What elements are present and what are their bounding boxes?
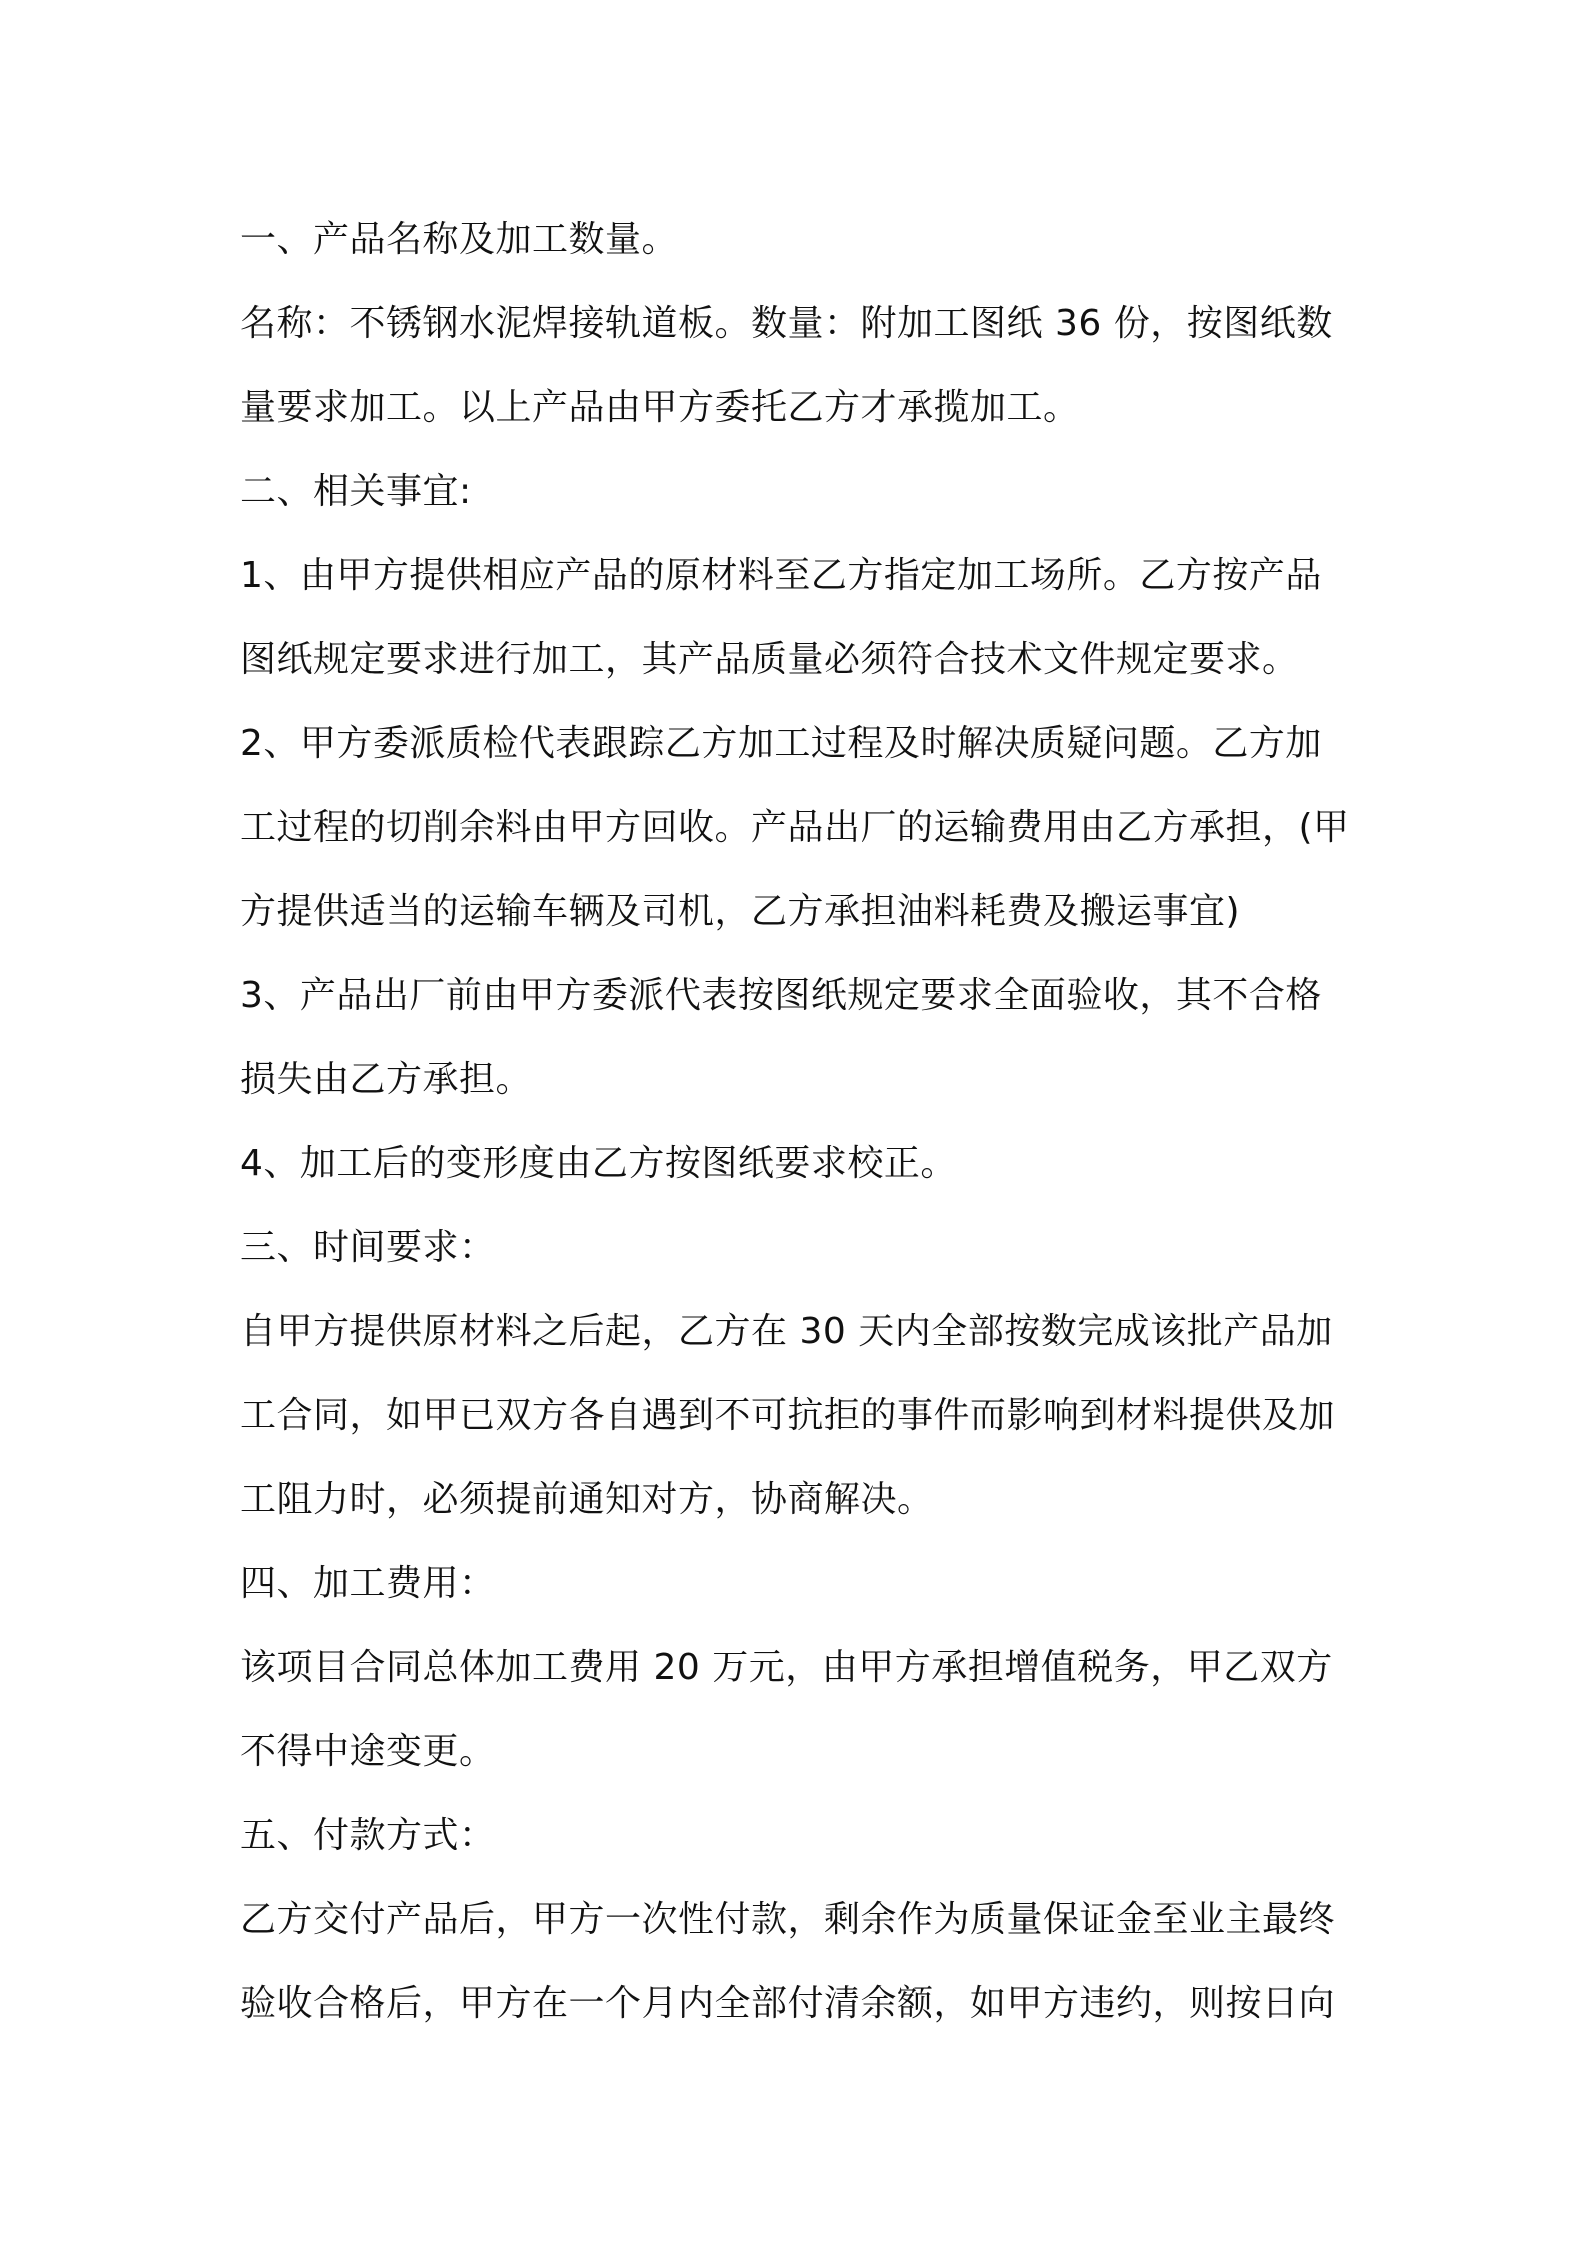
paragraph-line: 不得中途变更。 — [240, 1731, 496, 1772]
paragraph-line: 图纸规定要求进行加工，其产品质量必须符合技术文件规定要求。 — [240, 639, 1299, 680]
paragraph-line: 4、加工后的变形度由乙方按图纸要求校正。 — [240, 1143, 957, 1184]
paragraph-line: 方提供适当的运输车辆及司机，乙方承担油料耗费及搬运事宜) — [240, 891, 1241, 932]
paragraph-line: 工过程的切削余料由甲方回收。产品出厂的运输费用由乙方承担，(甲 — [240, 807, 1350, 848]
heading-section-5: 五、付款方式： — [240, 1815, 496, 1856]
paragraph-line: 工阻力时，必须提前通知对方，协商解决。 — [240, 1479, 934, 1520]
paragraph-line: 该项目合同总体加工费用 20 万元，由甲方承担增值税务，甲乙双方 — [240, 1647, 1333, 1688]
paragraph-line: 损失由乙方承担。 — [240, 1059, 533, 1100]
heading-section-2: 二、相关事宜: — [240, 471, 472, 512]
paragraph-line: 2、甲方委派质检代表跟踪乙方加工过程及时解决质疑问题。乙方加 — [240, 723, 1322, 764]
paragraph-line: 量要求加工。以上产品由甲方委托乙方才承揽加工。 — [240, 387, 1080, 428]
heading-section-3: 三、时间要求： — [240, 1227, 496, 1268]
paragraph-line: 验收合格后，甲方在一个月内全部付清余额，如甲方违约，则按日向 — [240, 1983, 1336, 2024]
heading-section-4: 四、加工费用： — [240, 1563, 496, 1604]
paragraph-line: 3、产品出厂前由甲方委派代表按图纸规定要求全面验收，其不合格 — [240, 975, 1322, 1016]
document-body — [240, 198, 1355, 2046]
paragraph-line: 乙方交付产品后，甲方一次性付款，剩余作为质量保证金至业主最终 — [240, 1899, 1336, 1940]
paragraph-line: 工合同，如甲已双方各自遇到不可抗拒的事件而影响到材料提供及加 — [240, 1395, 1336, 1436]
paragraph-line: 名称：不锈钢水泥焊接轨道板。数量：附加工图纸 36 份，按图纸数 — [240, 303, 1333, 344]
heading-section-1: 一、产品名称及加工数量。 — [240, 219, 679, 260]
paragraph-line: 自甲方提供原材料之后起，乙方在 30 天内全部按数完成该批产品加 — [240, 1311, 1333, 1352]
paragraph-line: 1、由甲方提供相应产品的原材料至乙方指定加工场所。乙方按产品 — [240, 555, 1322, 596]
